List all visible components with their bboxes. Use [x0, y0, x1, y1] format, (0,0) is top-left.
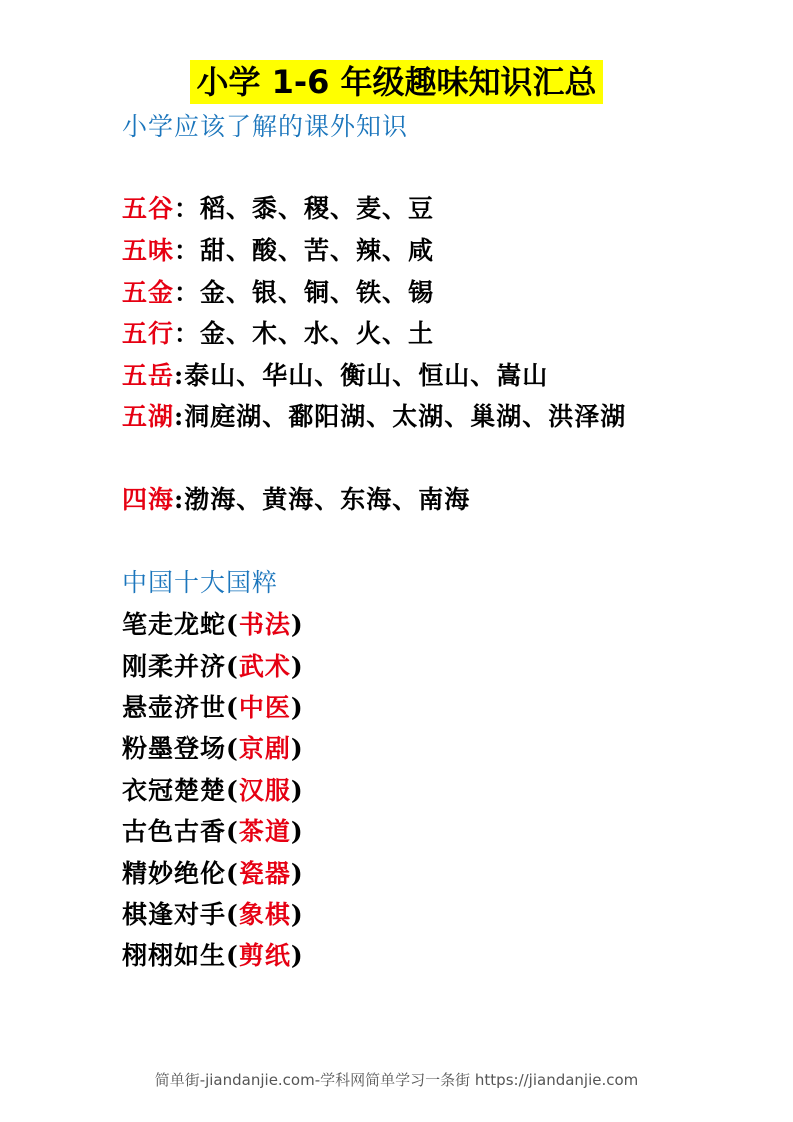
open-paren: ( — [226, 693, 239, 722]
knowledge-value: 泰山、华山、衡山、恒山、嵩山 — [184, 361, 549, 390]
close-paren: ) — [290, 776, 304, 805]
guocui-row — [122, 853, 682, 895]
knowledge-value: 渤海、黄海、东海、南海 — [184, 485, 471, 514]
knowledge-sep: ： — [174, 236, 201, 265]
guocui-answer: 武术 — [238, 652, 291, 681]
knowledge-row — [122, 479, 682, 521]
knowledge-value: 金、木、水、火、土 — [200, 319, 435, 348]
knowledge-row — [122, 230, 682, 272]
guocui-answer: 汉服 — [238, 776, 291, 805]
guocui-answer: 京剧 — [238, 734, 291, 763]
open-paren: ( — [226, 734, 239, 763]
idiom-phrase: 粉墨登场 — [122, 734, 227, 763]
guocui-row — [122, 687, 682, 729]
open-paren: ( — [226, 776, 239, 805]
close-paren: ) — [290, 693, 304, 722]
knowledge-key: 五金 — [122, 278, 175, 307]
knowledge-sep: ： — [174, 278, 201, 307]
knowledge-sep: ： — [174, 319, 201, 348]
open-paren: ( — [226, 817, 239, 846]
knowledge-sep: : — [174, 361, 185, 390]
knowledge-key: 五谷 — [122, 194, 175, 223]
guocui-answer: 书法 — [238, 610, 291, 639]
close-paren: ) — [290, 859, 304, 888]
knowledge-value: 甜、酸、苦、辣、咸 — [200, 236, 435, 265]
knowledge-key: 五岳 — [122, 361, 175, 390]
knowledge-row — [122, 188, 682, 230]
idiom-phrase: 衣冠楚楚 — [122, 776, 227, 805]
footer-watermark: 简单街-jiandanjie.com-学科网简单学习一条街 https://jiandanjie.com — [154, 1071, 639, 1089]
guocui-row — [122, 935, 682, 977]
knowledge-sep: : — [174, 402, 185, 431]
close-paren: ) — [290, 900, 304, 929]
guocui-row — [122, 811, 682, 853]
idiom-phrase: 精妙绝伦 — [122, 859, 227, 888]
knowledge-key: 五味 — [122, 236, 175, 265]
idiom-phrase: 笔走龙蛇 — [122, 610, 227, 639]
title-wrap — [0, 60, 793, 104]
knowledge-row — [122, 313, 682, 355]
knowledge-row — [122, 272, 682, 314]
close-paren: ) — [290, 941, 304, 970]
close-paren: ) — [290, 817, 304, 846]
guocui-answer: 瓷器 — [238, 859, 291, 888]
open-paren: ( — [226, 610, 239, 639]
close-paren: ) — [290, 610, 304, 639]
section-heading-guocui: 中国十大国粹 — [122, 568, 279, 597]
close-paren: ) — [290, 734, 304, 763]
idiom-phrase: 悬壶济世 — [122, 693, 227, 722]
knowledge-row — [122, 396, 682, 438]
knowledge-value: 洞庭湖、鄱阳湖、太湖、巢湖、洪泽湖 — [184, 402, 627, 431]
guocui-row — [122, 770, 682, 812]
guocui-row — [122, 604, 682, 646]
open-paren: ( — [226, 652, 239, 681]
knowledge-value: 稻、黍、稷、麦、豆 — [200, 194, 435, 223]
page-title: 小学 1-6 年级趣味知识汇总 — [190, 60, 602, 104]
guocui-row — [122, 728, 682, 770]
guocui-row — [122, 894, 682, 936]
knowledge-row — [122, 355, 682, 397]
guocui-answer: 象棋 — [238, 900, 291, 929]
knowledge-value: 金、银、铜、铁、锡 — [200, 278, 435, 307]
knowledge-key: 四海 — [122, 485, 175, 514]
knowledge-sep: ： — [174, 194, 201, 223]
open-paren: ( — [226, 859, 239, 888]
guocui-row — [122, 646, 682, 688]
idiom-phrase: 古色古香 — [122, 817, 227, 846]
section-heading-knowledge: 小学应该了解的课外知识 — [122, 112, 409, 141]
idiom-phrase: 栩栩如生 — [122, 941, 227, 970]
close-paren: ) — [290, 652, 304, 681]
knowledge-key: 五行 — [122, 319, 175, 348]
knowledge-sep: : — [174, 485, 185, 514]
guocui-answer: 中医 — [238, 693, 291, 722]
knowledge-key: 五湖 — [122, 402, 175, 431]
idiom-phrase: 刚柔并济 — [122, 652, 227, 681]
open-paren: ( — [226, 941, 239, 970]
open-paren: ( — [226, 900, 239, 929]
guocui-answer: 剪纸 — [238, 941, 291, 970]
idiom-phrase: 棋逢对手 — [122, 900, 227, 929]
guocui-answer: 茶道 — [238, 817, 291, 846]
